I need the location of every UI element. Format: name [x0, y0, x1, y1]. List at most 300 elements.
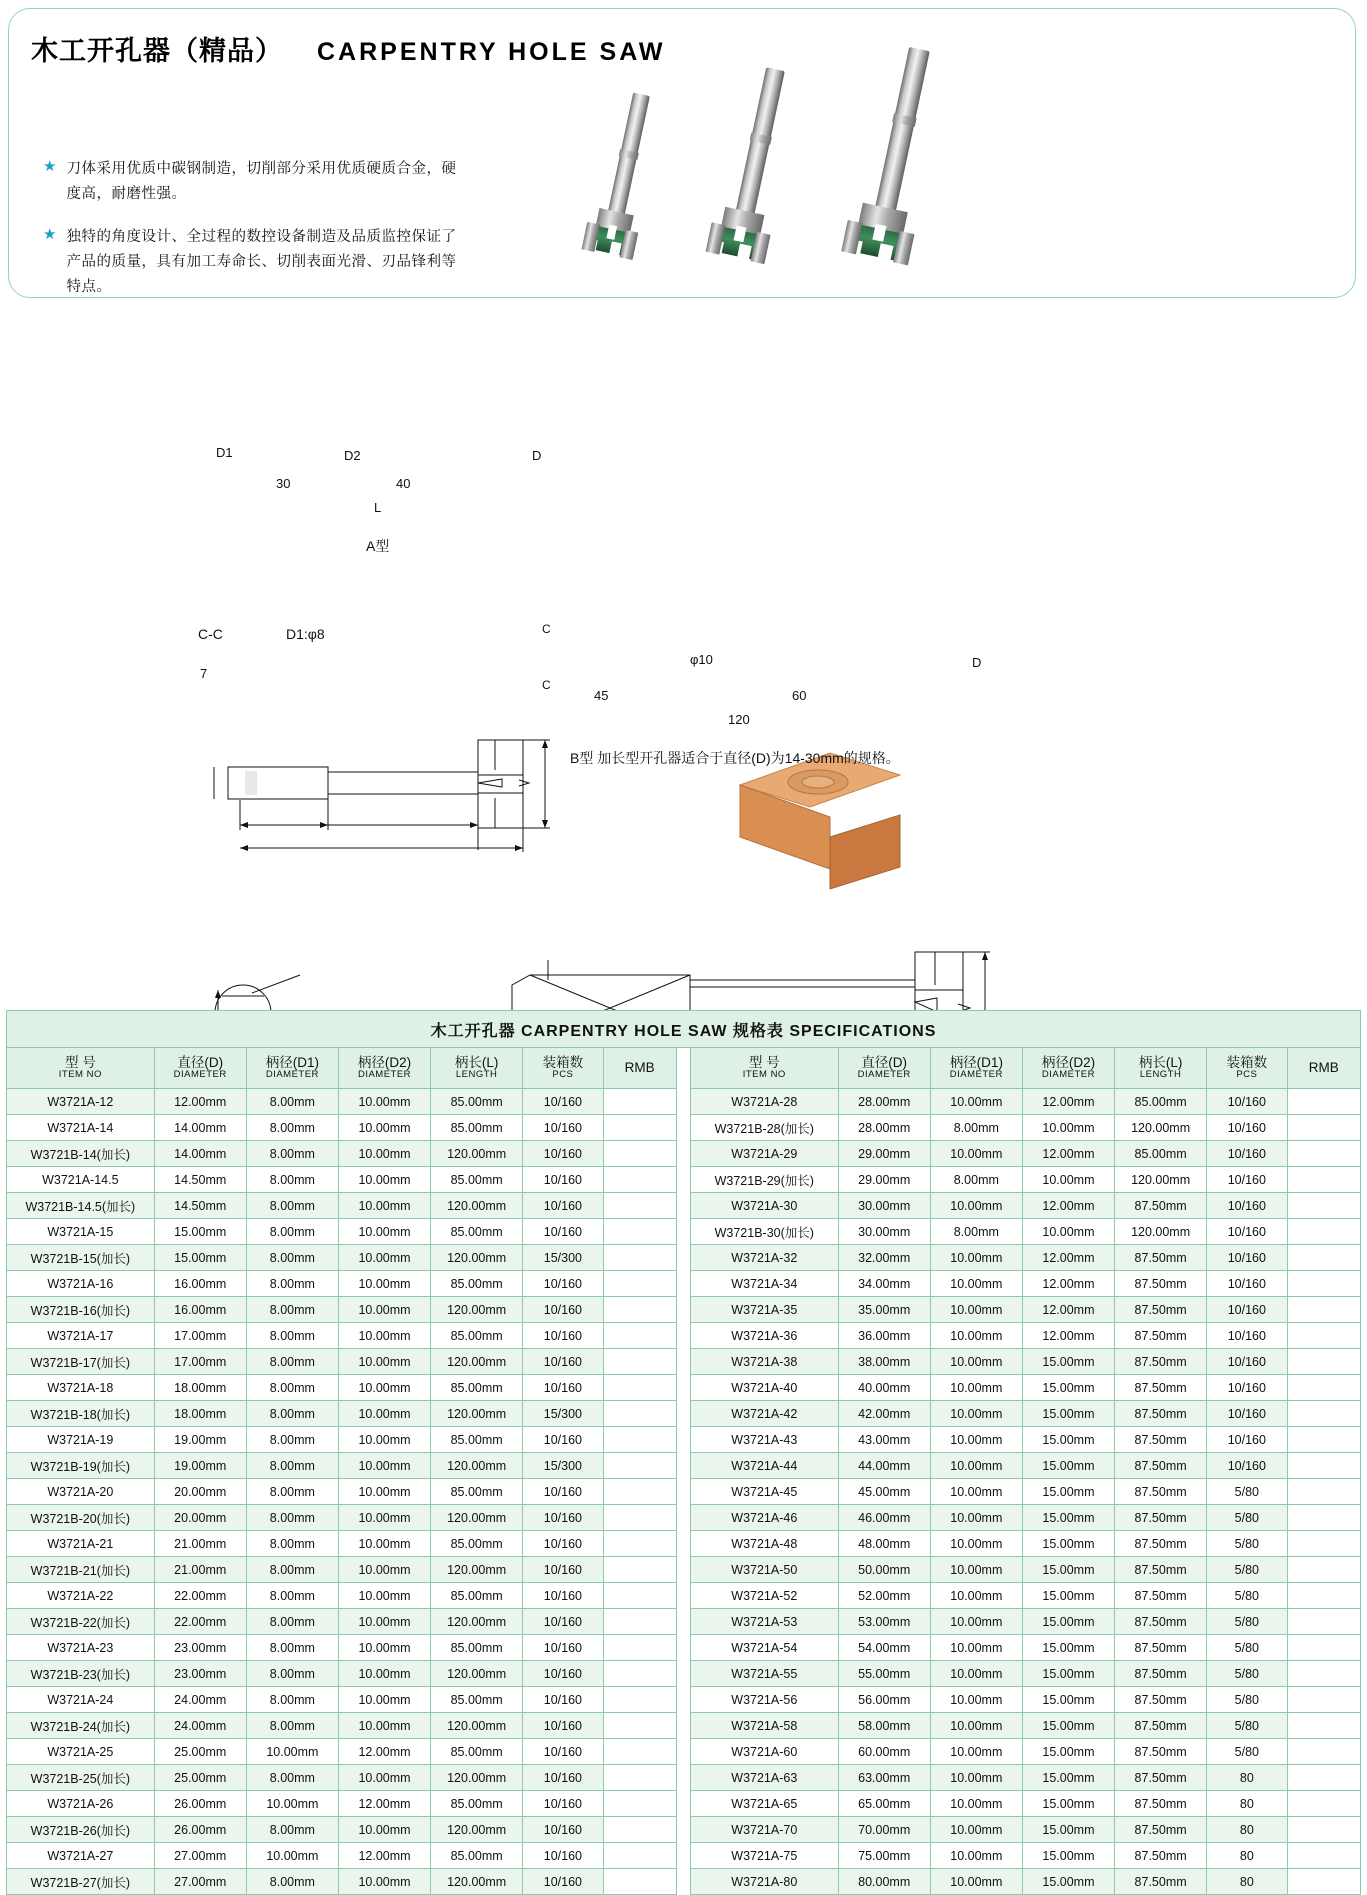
- feature-text: 刀体采用优质中碳钢制造，切削部分采用优质硬质合金，硬度高，耐磨性强。: [66, 161, 457, 202]
- cell-left-6: [603, 1557, 676, 1583]
- cell-left-5: 10/160: [523, 1531, 603, 1557]
- table-column-separator: [676, 1375, 690, 1401]
- cell-right-2: 10.00mm: [930, 1583, 1022, 1609]
- cell-left-0: W3721B-27(加长): [7, 1869, 155, 1895]
- cell-right-4: 87.50mm: [1115, 1349, 1207, 1375]
- cell-right-5: 80: [1207, 1791, 1287, 1817]
- cell-left-6: [603, 1115, 676, 1141]
- drill-bit-small: [582, 89, 667, 260]
- column-header-en: DIAMETER: [857, 1069, 911, 1081]
- dim-30: 30: [276, 476, 291, 491]
- table-row: [7, 1453, 1361, 1479]
- table-row: [7, 1089, 1361, 1115]
- cell-left-3: 10.00mm: [338, 1505, 430, 1531]
- cell-left-2: 8.00mm: [246, 1401, 338, 1427]
- cell-left-0: W3721A-19: [7, 1427, 155, 1453]
- cell-left-2: 8.00mm: [246, 1713, 338, 1739]
- cell-left-6: [603, 1635, 676, 1661]
- cell-left-2: 8.00mm: [246, 1349, 338, 1375]
- cell-left-1: 27.00mm: [154, 1869, 246, 1895]
- column-header-en: DIAMETER: [173, 1069, 227, 1081]
- cell-left-0: W3721B-14(加长): [7, 1141, 155, 1167]
- column-header-left-3: [338, 1048, 430, 1089]
- cell-left-6: [603, 1193, 676, 1219]
- cell-left-4: 85.00mm: [431, 1323, 523, 1349]
- cell-right-5: 80: [1207, 1817, 1287, 1843]
- cell-right-6: [1287, 1401, 1361, 1427]
- cell-right-6: [1287, 1271, 1361, 1297]
- cell-right-2: 10.00mm: [930, 1193, 1022, 1219]
- cell-left-0: W3721B-17(加长): [7, 1349, 155, 1375]
- cell-left-5: 10/160: [523, 1739, 603, 1765]
- cell-left-2: 8.00mm: [246, 1271, 338, 1297]
- column-header-en: DIAMETER: [1041, 1069, 1095, 1081]
- cell-left-2: 8.00mm: [246, 1193, 338, 1219]
- cell-left-2: 8.00mm: [246, 1661, 338, 1687]
- cell-left-3: 10.00mm: [338, 1375, 430, 1401]
- cell-left-4: 120.00mm: [431, 1869, 523, 1895]
- cell-right-6: [1287, 1687, 1361, 1713]
- column-header-cn: 柄长(L): [454, 1054, 499, 1070]
- table-row: [7, 1245, 1361, 1271]
- cell-left-1: 16.00mm: [154, 1297, 246, 1323]
- cell-right-3: 15.00mm: [1022, 1401, 1114, 1427]
- cell-right-3: 12.00mm: [1022, 1271, 1114, 1297]
- cell-left-0: W3721A-27: [7, 1843, 155, 1869]
- cell-right-1: 40.00mm: [838, 1375, 930, 1401]
- cell-left-4: 120.00mm: [431, 1297, 523, 1323]
- cell-left-5: 10/160: [523, 1271, 603, 1297]
- table-column-separator: [676, 1739, 690, 1765]
- cell-right-5: 80: [1207, 1765, 1287, 1791]
- cell-right-1: 29.00mm: [838, 1167, 930, 1193]
- column-header-cn: 柄长(L): [1138, 1054, 1183, 1070]
- cell-right-2: 10.00mm: [930, 1245, 1022, 1271]
- cell-right-6: [1287, 1817, 1361, 1843]
- table-row: [7, 1271, 1361, 1297]
- cell-left-2: 10.00mm: [246, 1791, 338, 1817]
- star-icon: ★: [43, 158, 57, 175]
- cell-left-3: 10.00mm: [338, 1661, 430, 1687]
- cell-left-2: 8.00mm: [246, 1115, 338, 1141]
- cell-right-3: 15.00mm: [1022, 1843, 1114, 1869]
- cell-left-3: 10.00mm: [338, 1167, 430, 1193]
- cell-right-0: W3721A-54: [690, 1635, 838, 1661]
- cell-right-5: 5/80: [1207, 1479, 1287, 1505]
- cell-right-6: [1287, 1505, 1361, 1531]
- cell-left-5: 15/300: [523, 1401, 603, 1427]
- cell-left-1: 21.00mm: [154, 1531, 246, 1557]
- cell-right-6: [1287, 1297, 1361, 1323]
- cell-left-0: W3721A-26: [7, 1791, 155, 1817]
- table-column-separator: [676, 1765, 690, 1791]
- cell-right-3: 15.00mm: [1022, 1583, 1114, 1609]
- cell-right-6: [1287, 1141, 1361, 1167]
- table-column-separator: [676, 1401, 690, 1427]
- column-header-en: ITEM NO: [58, 1069, 102, 1081]
- cell-right-6: [1287, 1479, 1361, 1505]
- cell-left-1: 20.00mm: [154, 1479, 246, 1505]
- cell-right-4: 87.50mm: [1115, 1817, 1207, 1843]
- cell-right-3: 12.00mm: [1022, 1193, 1114, 1219]
- cell-right-4: 120.00mm: [1115, 1115, 1207, 1141]
- cell-left-2: 8.00mm: [246, 1219, 338, 1245]
- cell-left-1: 15.00mm: [154, 1245, 246, 1271]
- column-header-cn: 直径(D): [177, 1054, 224, 1070]
- table-column-separator: [676, 1089, 690, 1115]
- cell-right-0: W3721A-32: [690, 1245, 838, 1271]
- cell-right-1: 65.00mm: [838, 1791, 930, 1817]
- cell-left-3: 10.00mm: [338, 1401, 430, 1427]
- cell-left-4: 85.00mm: [431, 1375, 523, 1401]
- cell-left-5: 10/160: [523, 1193, 603, 1219]
- cell-left-5: 10/160: [523, 1843, 603, 1869]
- drawing-a-type: [214, 740, 550, 852]
- cell-left-0: W3721B-18(加长): [7, 1401, 155, 1427]
- cell-left-6: [603, 1349, 676, 1375]
- cell-right-5: 10/160: [1207, 1323, 1287, 1349]
- column-header-left-0: [7, 1048, 155, 1089]
- cell-right-2: 8.00mm: [930, 1167, 1022, 1193]
- cell-right-3: 12.00mm: [1022, 1297, 1114, 1323]
- cell-left-3: 10.00mm: [338, 1349, 430, 1375]
- table-row: [7, 1713, 1361, 1739]
- cell-right-1: 60.00mm: [838, 1739, 930, 1765]
- label-phi10: φ10: [690, 652, 713, 667]
- cell-left-3: 12.00mm: [338, 1791, 430, 1817]
- cell-left-4: 120.00mm: [431, 1349, 523, 1375]
- cell-left-4: 85.00mm: [431, 1271, 523, 1297]
- cell-right-1: 50.00mm: [838, 1557, 930, 1583]
- cell-right-3: 15.00mm: [1022, 1531, 1114, 1557]
- table-row: [7, 1817, 1361, 1843]
- cell-left-2: 8.00mm: [246, 1323, 338, 1349]
- dim-60: 60: [792, 688, 807, 703]
- cell-left-0: W3721A-12: [7, 1089, 155, 1115]
- list-item: [43, 157, 463, 207]
- cell-right-5: 10/160: [1207, 1219, 1287, 1245]
- table-row: [7, 1661, 1361, 1687]
- cell-right-1: 28.00mm: [838, 1115, 930, 1141]
- table-column-separator: [676, 1609, 690, 1635]
- cell-right-6: [1287, 1193, 1361, 1219]
- cell-left-2: 8.00mm: [246, 1141, 338, 1167]
- cell-left-3: 10.00mm: [338, 1219, 430, 1245]
- cell-left-1: 17.00mm: [154, 1349, 246, 1375]
- cell-right-2: 10.00mm: [930, 1427, 1022, 1453]
- cell-right-2: 8.00mm: [930, 1219, 1022, 1245]
- cell-right-1: 38.00mm: [838, 1349, 930, 1375]
- table-row: [7, 1427, 1361, 1453]
- cell-right-0: W3721A-45: [690, 1479, 838, 1505]
- cell-left-0: W3721A-23: [7, 1635, 155, 1661]
- cell-left-5: 10/160: [523, 1687, 603, 1713]
- cell-left-2: 8.00mm: [246, 1297, 338, 1323]
- cell-left-3: 10.00mm: [338, 1635, 430, 1661]
- cell-right-0: W3721A-43: [690, 1427, 838, 1453]
- cell-left-0: W3721B-14.5(加长): [7, 1193, 155, 1219]
- cell-right-2: 10.00mm: [930, 1635, 1022, 1661]
- cell-left-6: [603, 1505, 676, 1531]
- table-row: [7, 1765, 1361, 1791]
- cell-left-2: 8.00mm: [246, 1687, 338, 1713]
- cell-right-4: 85.00mm: [1115, 1141, 1207, 1167]
- cell-left-5: 10/160: [523, 1479, 603, 1505]
- cell-left-1: 24.00mm: [154, 1687, 246, 1713]
- column-header-cn: 装箱数: [1226, 1054, 1268, 1070]
- table-row: [7, 1219, 1361, 1245]
- column-header-left-2: [246, 1048, 338, 1089]
- column-header-cn: 型 号: [748, 1054, 780, 1070]
- table-row: [7, 1843, 1361, 1869]
- cell-left-2: 8.00mm: [246, 1817, 338, 1843]
- cell-left-3: 10.00mm: [338, 1609, 430, 1635]
- table-column-separator: [676, 1817, 690, 1843]
- cell-right-4: 87.50mm: [1115, 1297, 1207, 1323]
- cell-right-4: 87.50mm: [1115, 1531, 1207, 1557]
- cell-right-4: 87.50mm: [1115, 1765, 1207, 1791]
- cell-left-4: 85.00mm: [431, 1739, 523, 1765]
- cell-right-0: W3721B-28(加长): [690, 1115, 838, 1141]
- cell-left-4: 120.00mm: [431, 1713, 523, 1739]
- cell-right-4: 120.00mm: [1115, 1167, 1207, 1193]
- cell-right-4: 87.50mm: [1115, 1479, 1207, 1505]
- cell-right-6: [1287, 1557, 1361, 1583]
- cell-left-1: 24.00mm: [154, 1713, 246, 1739]
- table-column-separator: [676, 1245, 690, 1271]
- cell-right-3: 15.00mm: [1022, 1765, 1114, 1791]
- cell-left-5: 10/160: [523, 1869, 603, 1895]
- dim-40: 40: [396, 476, 411, 491]
- cell-left-1: 23.00mm: [154, 1635, 246, 1661]
- column-header-en: LENGTH: [1139, 1069, 1182, 1081]
- table-column-separator: [676, 1661, 690, 1687]
- column-header-left-5: [523, 1048, 603, 1089]
- cell-right-4: 87.50mm: [1115, 1713, 1207, 1739]
- cell-left-4: 120.00mm: [431, 1505, 523, 1531]
- table-column-separator: [676, 1635, 690, 1661]
- cell-left-6: [603, 1583, 676, 1609]
- cell-left-6: [603, 1271, 676, 1297]
- cell-right-6: [1287, 1635, 1361, 1661]
- cell-right-5: 5/80: [1207, 1531, 1287, 1557]
- cell-right-1: 46.00mm: [838, 1505, 930, 1531]
- cell-right-1: 30.00mm: [838, 1219, 930, 1245]
- cell-right-4: 87.50mm: [1115, 1843, 1207, 1869]
- cell-right-1: 70.00mm: [838, 1817, 930, 1843]
- cell-right-4: 87.50mm: [1115, 1609, 1207, 1635]
- column-header-cn: 柄径(D2): [1041, 1054, 1096, 1070]
- cell-right-5: 10/160: [1207, 1453, 1287, 1479]
- cell-left-1: 16.00mm: [154, 1271, 246, 1297]
- cell-left-4: 85.00mm: [431, 1219, 523, 1245]
- cell-right-6: [1287, 1531, 1361, 1557]
- cell-left-4: 85.00mm: [431, 1531, 523, 1557]
- cell-right-3: 15.00mm: [1022, 1609, 1114, 1635]
- cell-left-1: 25.00mm: [154, 1765, 246, 1791]
- cell-right-6: [1287, 1843, 1361, 1869]
- cell-right-2: 10.00mm: [930, 1375, 1022, 1401]
- cell-left-5: 10/160: [523, 1557, 603, 1583]
- cell-right-6: [1287, 1583, 1361, 1609]
- cell-right-3: 15.00mm: [1022, 1453, 1114, 1479]
- cell-right-2: 10.00mm: [930, 1323, 1022, 1349]
- header-card: [8, 8, 1356, 298]
- cell-right-4: 85.00mm: [1115, 1089, 1207, 1115]
- cell-right-6: [1287, 1089, 1361, 1115]
- cell-right-4: 87.50mm: [1115, 1271, 1207, 1297]
- table-row: [7, 1349, 1361, 1375]
- cell-right-4: 87.50mm: [1115, 1453, 1207, 1479]
- cell-right-2: 10.00mm: [930, 1479, 1022, 1505]
- table-row: [7, 1401, 1361, 1427]
- cell-left-5: 15/300: [523, 1245, 603, 1271]
- cell-left-0: W3721B-26(加长): [7, 1817, 155, 1843]
- cell-right-4: 87.50mm: [1115, 1557, 1207, 1583]
- cell-right-5: 10/160: [1207, 1401, 1287, 1427]
- cell-left-1: 27.00mm: [154, 1843, 246, 1869]
- cell-left-0: W3721A-14: [7, 1115, 155, 1141]
- cell-right-5: 80: [1207, 1843, 1287, 1869]
- drill-bit-medium: [706, 63, 805, 264]
- cell-right-4: 87.50mm: [1115, 1791, 1207, 1817]
- cell-right-1: 63.00mm: [838, 1765, 930, 1791]
- cell-right-2: 10.00mm: [930, 1505, 1022, 1531]
- cell-left-1: 15.00mm: [154, 1219, 246, 1245]
- table-column-separator: [676, 1687, 690, 1713]
- cell-left-3: 10.00mm: [338, 1479, 430, 1505]
- cell-right-6: [1287, 1661, 1361, 1687]
- cell-left-4: 120.00mm: [431, 1765, 523, 1791]
- cell-left-0: W3721A-21: [7, 1531, 155, 1557]
- cell-left-3: 10.00mm: [338, 1297, 430, 1323]
- cell-right-5: 5/80: [1207, 1739, 1287, 1765]
- product-photo-group: [569, 64, 1129, 299]
- cell-left-2: 8.00mm: [246, 1635, 338, 1661]
- cell-right-4: 87.50mm: [1115, 1635, 1207, 1661]
- feature-text: 独特的角度设计、全过程的数控设备制造及品质监控保证了产品的质量，具有加工寿命长、切削表面光滑、刃品锋利等特点。: [66, 229, 457, 295]
- cell-left-5: 10/160: [523, 1661, 603, 1687]
- cell-right-1: 44.00mm: [838, 1453, 930, 1479]
- label-c-bottom: C: [542, 678, 551, 692]
- table-row: [7, 1739, 1361, 1765]
- table-column-separator: [676, 1505, 690, 1531]
- table-row: [7, 1635, 1361, 1661]
- cell-right-3: 12.00mm: [1022, 1089, 1114, 1115]
- column-header-right-6: [1287, 1048, 1361, 1089]
- column-header-right-5: [1207, 1048, 1287, 1089]
- cell-right-4: 87.50mm: [1115, 1687, 1207, 1713]
- cell-right-5: 10/160: [1207, 1193, 1287, 1219]
- cell-right-2: 10.00mm: [930, 1609, 1022, 1635]
- cell-right-3: 15.00mm: [1022, 1375, 1114, 1401]
- cell-right-1: 75.00mm: [838, 1843, 930, 1869]
- cell-left-2: 10.00mm: [246, 1843, 338, 1869]
- cell-left-5: 10/160: [523, 1791, 603, 1817]
- cell-right-3: 12.00mm: [1022, 1245, 1114, 1271]
- cell-left-3: 10.00mm: [338, 1323, 430, 1349]
- cell-left-6: [603, 1323, 676, 1349]
- column-header-right-4: [1115, 1048, 1207, 1089]
- cell-left-2: 8.00mm: [246, 1479, 338, 1505]
- cell-right-5: 80: [1207, 1869, 1287, 1895]
- cell-right-1: 32.00mm: [838, 1245, 930, 1271]
- cell-left-6: [603, 1713, 676, 1739]
- cell-left-4: 120.00mm: [431, 1661, 523, 1687]
- cell-right-4: 120.00mm: [1115, 1219, 1207, 1245]
- cell-right-5: 5/80: [1207, 1687, 1287, 1713]
- cell-left-0: W3721A-18: [7, 1375, 155, 1401]
- column-header-cn: 型 号: [64, 1054, 96, 1070]
- cell-right-0: W3721A-48: [690, 1531, 838, 1557]
- cell-right-6: [1287, 1349, 1361, 1375]
- cell-left-6: [603, 1817, 676, 1843]
- table-column-separator: [676, 1115, 690, 1141]
- cell-right-5: 10/160: [1207, 1271, 1287, 1297]
- table-row: [7, 1791, 1361, 1817]
- cell-left-3: 10.00mm: [338, 1531, 430, 1557]
- cell-right-1: 42.00mm: [838, 1401, 930, 1427]
- cell-right-6: [1287, 1791, 1361, 1817]
- cell-right-3: 10.00mm: [1022, 1219, 1114, 1245]
- table-column-separator: [676, 1479, 690, 1505]
- cell-right-0: W3721A-30: [690, 1193, 838, 1219]
- column-header-en: PCS: [552, 1069, 574, 1081]
- label-c-top: C: [542, 622, 551, 636]
- cell-left-1: 25.00mm: [154, 1739, 246, 1765]
- column-header-right-2: [930, 1048, 1022, 1089]
- cell-right-3: 15.00mm: [1022, 1661, 1114, 1687]
- cell-left-3: 10.00mm: [338, 1453, 430, 1479]
- cell-left-6: [603, 1375, 676, 1401]
- cell-left-3: 10.00mm: [338, 1427, 430, 1453]
- drawing-svg: [0, 330, 1367, 820]
- cell-left-0: W3721B-16(加长): [7, 1297, 155, 1323]
- cell-left-1: 26.00mm: [154, 1791, 246, 1817]
- cell-left-0: W3721B-23(加长): [7, 1661, 155, 1687]
- cell-right-5: 5/80: [1207, 1583, 1287, 1609]
- cell-right-5: 5/80: [1207, 1609, 1287, 1635]
- cell-right-5: 10/160: [1207, 1297, 1287, 1323]
- table-row: [7, 1323, 1361, 1349]
- cell-right-2: 10.00mm: [930, 1869, 1022, 1895]
- table-row: [7, 1609, 1361, 1635]
- table-row: [7, 1479, 1361, 1505]
- cell-right-5: 5/80: [1207, 1635, 1287, 1661]
- cell-right-3: 15.00mm: [1022, 1349, 1114, 1375]
- cell-right-5: 10/160: [1207, 1427, 1287, 1453]
- cell-left-1: 19.00mm: [154, 1453, 246, 1479]
- page-title: [31, 29, 665, 68]
- label-a-type: A型: [366, 538, 390, 554]
- cell-right-2: 10.00mm: [930, 1297, 1022, 1323]
- feature-list: [43, 157, 463, 318]
- cell-left-6: [603, 1089, 676, 1115]
- table-column-separator: [676, 1843, 690, 1869]
- cell-left-2: 8.00mm: [246, 1453, 338, 1479]
- column-header-cn: RMB: [1308, 1060, 1339, 1076]
- cell-right-1: 45.00mm: [838, 1479, 930, 1505]
- label-section-cc: C-C: [198, 626, 223, 642]
- table-row: [7, 1531, 1361, 1557]
- cell-left-4: 85.00mm: [431, 1089, 523, 1115]
- cell-right-5: 10/160: [1207, 1089, 1287, 1115]
- column-header-left-6: [603, 1048, 676, 1089]
- table-column-separator: [676, 1713, 690, 1739]
- cell-right-0: W3721A-42: [690, 1401, 838, 1427]
- cell-right-2: 10.00mm: [930, 1141, 1022, 1167]
- cell-left-3: 10.00mm: [338, 1089, 430, 1115]
